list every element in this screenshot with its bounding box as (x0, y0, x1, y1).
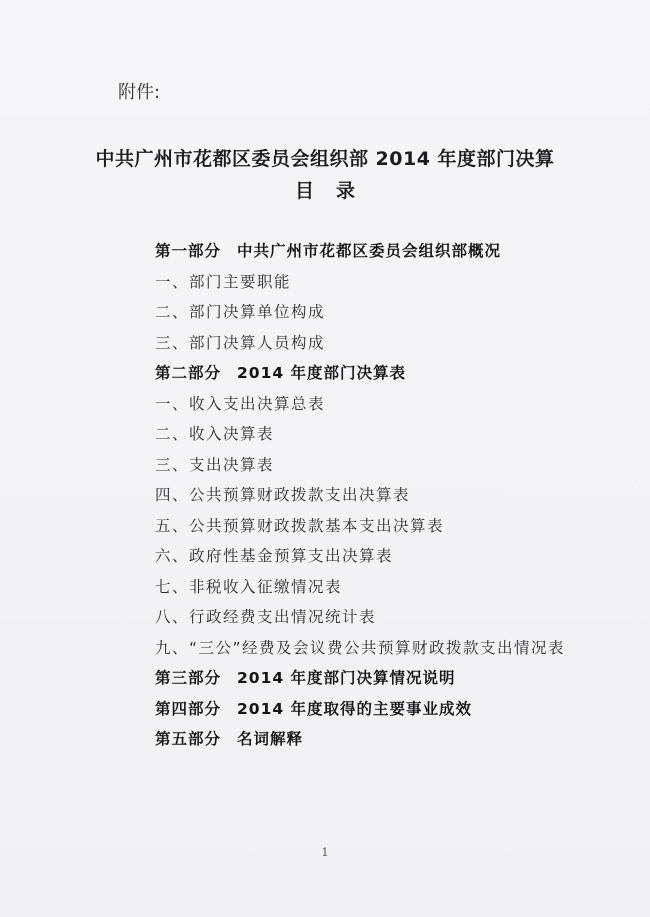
toc-part-label: 第三部分 (155, 669, 222, 687)
toc-item: 四、公共预算财政拨款支出决算表 (155, 486, 411, 504)
toc-part-title: 2014 年度取得的主要事业成效 (237, 699, 473, 718)
toc-item: 二、收入决算表 (155, 425, 275, 443)
document-subtitle: 目录 (294, 180, 377, 202)
toc-part-label: 第二部分 (155, 364, 222, 382)
document-title: 中共广州市花都区委员会组织部 2014 年度部门决算 (95, 148, 555, 170)
toc-part-heading (155, 663, 615, 694)
table-of-contents (155, 236, 615, 755)
toc-part-title: 2014 年度部门决算表 (237, 364, 407, 382)
toc-part-label: 第四部分 (155, 699, 222, 718)
attachment-label: 附件: (118, 82, 161, 103)
toc-item: 六、政府性基金预算支出决算表 (155, 547, 394, 565)
toc-part-title: 中共广州市花都区委员会组织部概况 (237, 242, 502, 260)
page-number: 1 (321, 846, 329, 859)
toc-item: 七、非税收入征缴情况表 (155, 577, 343, 596)
toc-item: 八、行政经费支出情况统计表 (155, 608, 377, 626)
toc-item: 二、部门决算单位构成 (155, 303, 326, 321)
toc-item: 三、部门决算人员构成 (155, 333, 326, 352)
toc-item: 一、收入支出决算总表 (155, 394, 326, 413)
toc-part-heading (155, 358, 615, 389)
toc-item: 一、部门主要职能 (155, 272, 292, 291)
toc-part-heading (155, 694, 615, 725)
toc-part-title: 名词解释 (237, 730, 304, 748)
toc-part-heading (155, 724, 615, 755)
toc-item: 三、支出决算表 (155, 455, 275, 474)
toc-part-label: 第一部分 (155, 242, 222, 260)
toc-part-title: 2014 年度部门决算情况说明 (237, 669, 456, 687)
toc-item: 五、公共预算财政拨款基本支出决算表 (155, 516, 445, 535)
toc-item: 九、“三公”经费及会议费公共预算财政拨款支出情况表 (155, 638, 566, 657)
toc-part-heading (155, 236, 615, 267)
toc-part-label: 第五部分 (155, 730, 222, 748)
